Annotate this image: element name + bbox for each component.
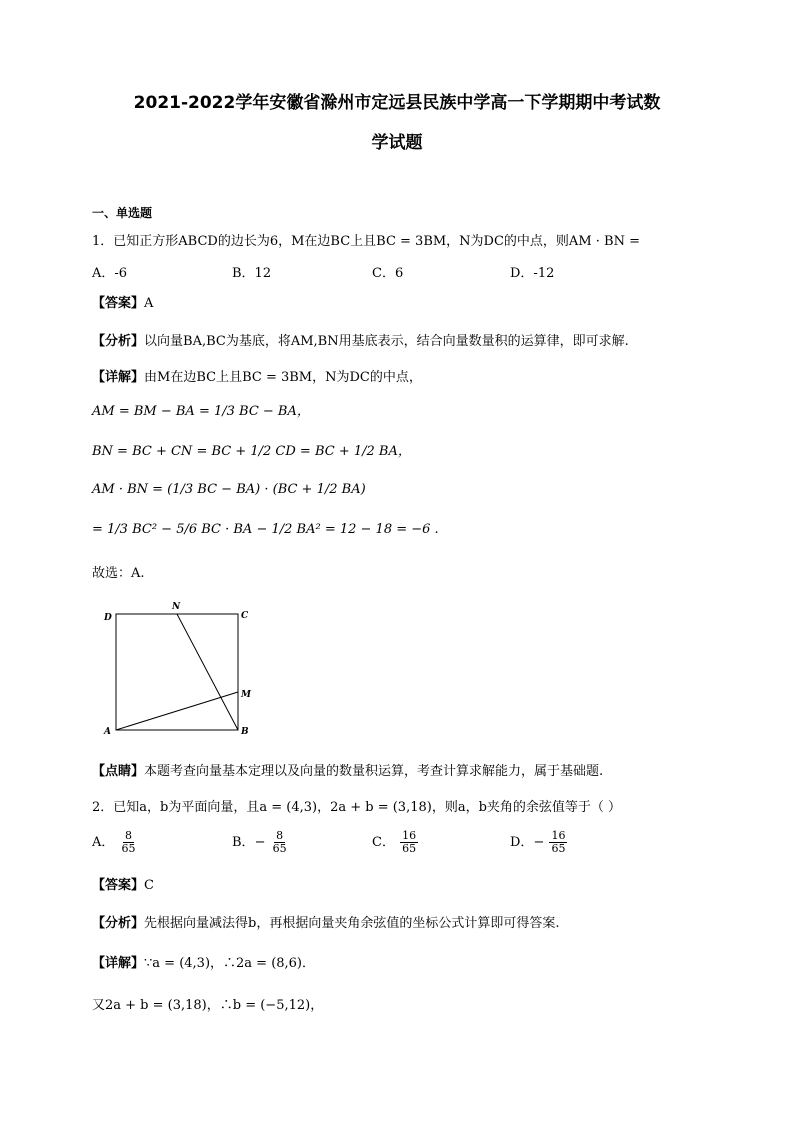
comment-text: 本题考查向量基本定理以及向量的数量积运算，考查计算求解能力，属于基础题. xyxy=(144,764,604,779)
q1-equation-1: AM = BM − BA = 1/3 BC − BA， xyxy=(92,404,310,419)
fraction xyxy=(271,830,289,855)
fraction xyxy=(120,830,138,855)
label-m: M xyxy=(241,690,251,700)
detail-tag: 【详解】 xyxy=(92,370,145,385)
analysis-tag: 【分析】 xyxy=(92,916,145,931)
q2-stem: 2．已知a，b为平面向量，且a = (4,3)，2a + b = (3,18)，则a，b夹角的余弦值等于（ ） xyxy=(92,800,622,815)
numerator: 8 xyxy=(125,829,133,842)
analysis-text: 先根据向量减法得b，再根据向量夹角余弦值的坐标公式计算即可得答案. xyxy=(144,916,560,931)
answer-tag: 【答案】 xyxy=(92,296,145,311)
answer-tag: 【答案】 xyxy=(92,878,145,893)
q2-answer xyxy=(92,874,154,893)
q1-comment xyxy=(92,760,603,779)
answer-value: A xyxy=(144,296,154,311)
segment-bn xyxy=(177,614,238,730)
sign: − xyxy=(254,835,266,850)
q2-option-b xyxy=(232,830,290,855)
option-label: A． xyxy=(92,835,115,850)
numerator: 8 xyxy=(276,829,284,842)
option-label: D． xyxy=(510,835,534,850)
q1-stem: 1．已知正方形ABCD的边长为6，M在边BC上且BC = 3BM，N为DC的中点，则AM · BN = xyxy=(92,234,640,249)
q1-equation-2: BN = BC + CN = BC + 1/2 CD = BC + 1/2 BA， xyxy=(92,444,411,459)
q2-analysis xyxy=(92,912,559,931)
option-label: B． xyxy=(232,835,255,850)
q1-equation-3: AM · BN = (1/3 BC − BA) · (BC + 1/2 BA) xyxy=(92,482,366,497)
detail-text: 由M在边BC上且BC = 3BM，N为DC的中点， xyxy=(144,370,422,385)
q1-option-d: D．-12 xyxy=(510,266,555,281)
comment-tag: 【点睛】 xyxy=(92,764,145,779)
square-abcd xyxy=(116,614,238,730)
q2-option-a xyxy=(92,830,139,855)
q2-option-c xyxy=(372,830,419,855)
q1-choice: 故选：A. xyxy=(92,566,145,581)
sign: − xyxy=(533,835,545,850)
detail-text: ∵a = (4,3)，∴2a = (8,6)． xyxy=(144,956,316,971)
q1-equation-4: = 1/3 BC² − 5/6 BC · BA − 1/2 BA² = 12 − 18 = −6 . xyxy=(92,522,439,537)
detail-tag: 【详解】 xyxy=(92,956,145,971)
denominator: 65 xyxy=(551,842,566,855)
denominator: 65 xyxy=(402,842,417,855)
q1-option-a: A．-6 xyxy=(92,266,128,281)
label-d: D xyxy=(104,613,112,623)
q1-answer xyxy=(92,292,153,311)
q1-option-b: B．12 xyxy=(232,266,272,281)
denominator: 65 xyxy=(272,842,287,855)
fraction xyxy=(549,830,567,855)
denominator: 65 xyxy=(121,842,136,855)
q2-option-d xyxy=(510,830,568,855)
section-heading: 一、单选题 xyxy=(92,206,153,220)
q2-detail-2: 又2a + b = (3,18)，∴b = (−5,12)， xyxy=(92,998,324,1013)
q1-analysis xyxy=(92,330,629,349)
analysis-text: 以向量BA,BC为基底，将AM,BN用基底表示，结合向量数量积的运算律，即可求解. xyxy=(144,334,629,349)
square-figure xyxy=(100,598,270,738)
answer-value: C xyxy=(144,878,154,893)
label-b: B xyxy=(241,727,249,737)
q1-detail xyxy=(92,366,422,385)
fraction xyxy=(400,830,418,855)
analysis-tag: 【分析】 xyxy=(92,334,145,349)
option-label: C． xyxy=(372,835,395,850)
numerator: 16 xyxy=(402,829,417,842)
q2-detail xyxy=(92,952,315,971)
label-c: C xyxy=(241,611,249,621)
q1-option-c: C．6 xyxy=(372,266,404,281)
segment-am xyxy=(116,692,238,730)
page-title-line-2: 学试题 xyxy=(371,133,423,153)
numerator: 16 xyxy=(551,829,566,842)
page-title-line-1: 2021-2022学年安徽省滁州市定远县民族中学高一下学期期中考试数 xyxy=(133,93,661,113)
label-n: N xyxy=(172,602,181,612)
label-a: A xyxy=(104,727,111,737)
